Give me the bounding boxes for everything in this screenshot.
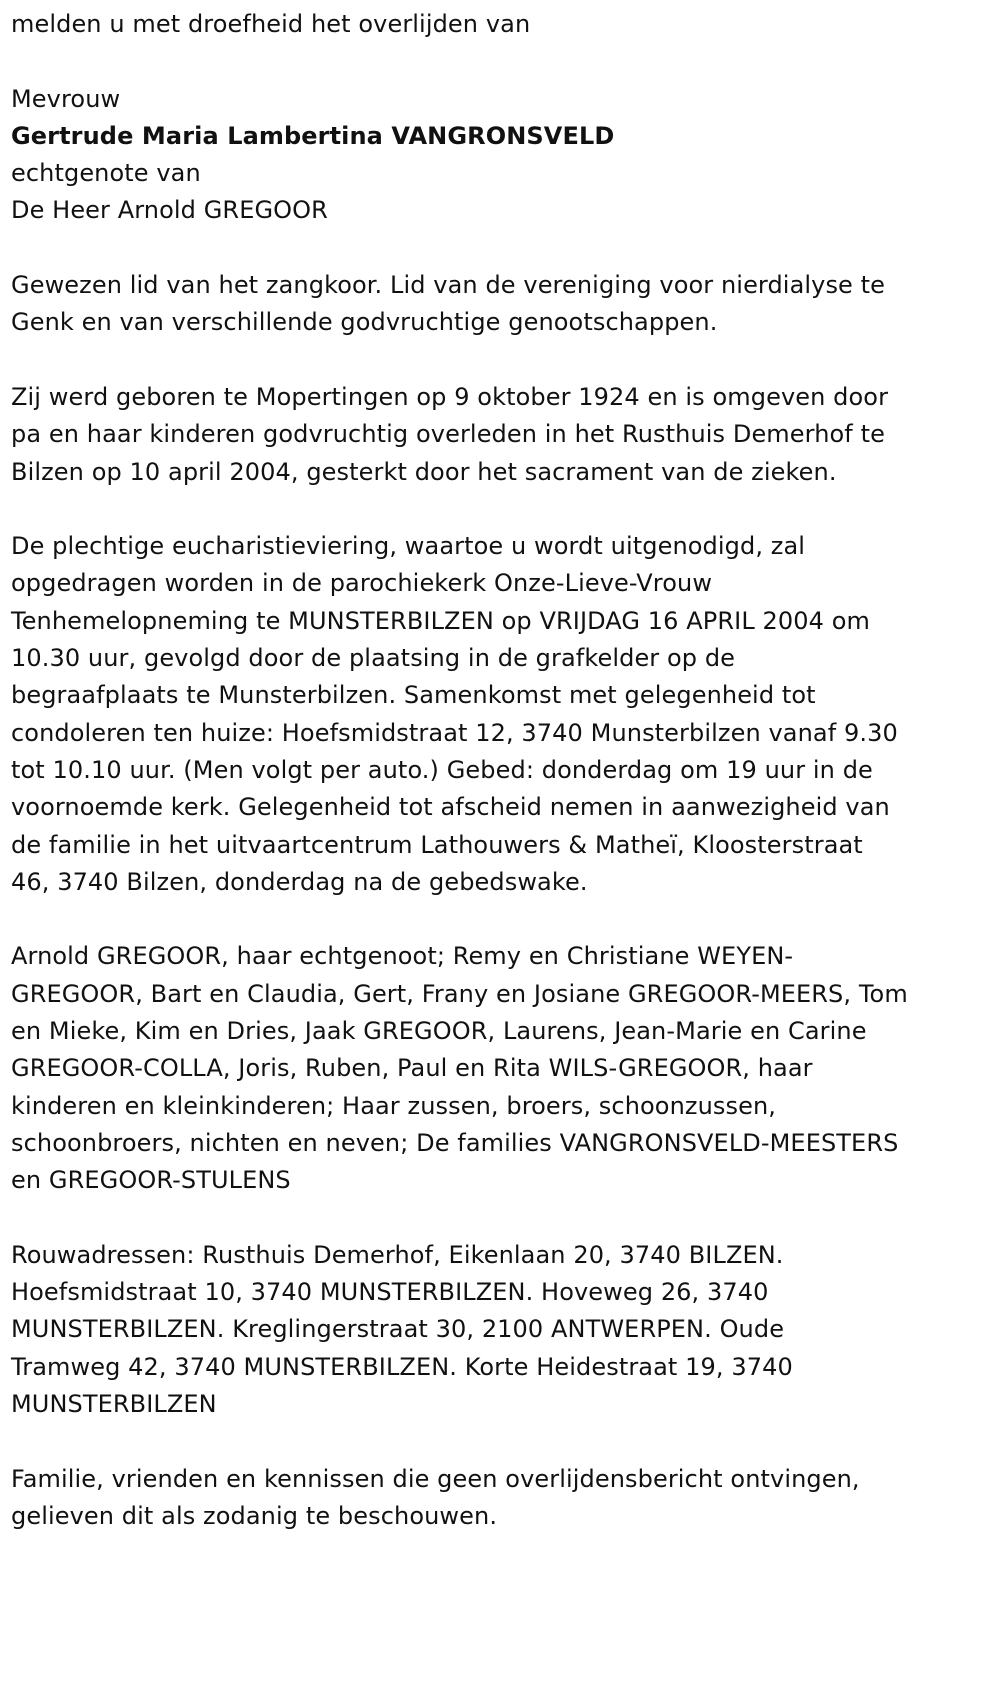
- deceased-title: Mevrouw: [11, 84, 121, 113]
- paragraph-line: tot 10.10 uur. (Men volgt per auto.) Gebed: donderdag om 19 uur in de: [11, 755, 873, 784]
- paragraph-line: Genk en van verschillende godvruchtige genootschappen.: [11, 308, 718, 337]
- paragraph-birth-death: [11, 379, 1000, 491]
- paragraph-line: Hoefsmidstraat 10, 3740 MUNSTERBILZEN. Hoveweg 26, 3740: [11, 1278, 769, 1307]
- paragraph-line: opgedragen worden in de parochiekerk Onze-Lieve-Vrouw: [11, 569, 713, 598]
- deceased-relation: echtgenote van: [11, 159, 201, 188]
- paragraph-line: Gewezen lid van het zangkoor. Lid van de vereniging voor nierdialyse te: [11, 271, 886, 300]
- paragraph-line: 46, 3740 Bilzen, donderdag na de gebedswake.: [11, 867, 588, 896]
- paragraph-line: Zij werd geboren te Mopertingen op 9 oktober 1924 en is omgeven door: [11, 382, 889, 411]
- spacer: [11, 342, 1000, 379]
- paragraph-line: de familie in het uitvaartcentrum Lathouwers & Matheï, Kloosterstraat: [11, 830, 863, 859]
- spouse-name: De Heer Arnold GREGOOR: [11, 196, 328, 225]
- paragraph-closing: [11, 1461, 1000, 1536]
- paragraph-line: Tramweg 42, 3740 MUNSTERBILZEN. Korte Heidestraat 19, 3740: [11, 1352, 793, 1381]
- paragraph-line: Arnold GREGOOR, haar echtgenoot; Remy en Christiane WEYEN-: [11, 942, 794, 971]
- paragraph-line: pa en haar kinderen godvruchtig overleden in het Rusthuis Demerhof te: [11, 420, 885, 449]
- paragraph-funeral: [11, 528, 1000, 901]
- paragraph-line: voornoemde kerk. Gelegenheid tot afscheid nemen in aanwezigheid van: [11, 793, 890, 822]
- spacer: [11, 491, 1000, 528]
- paragraph-line: schoonbroers, nichten en neven; De families VANGRONSVELD-MEESTERS: [11, 1128, 899, 1157]
- deceased-name: Gertrude Maria Lambertina VANGRONSVELD: [11, 121, 615, 150]
- intro-line: melden u met droefheid het overlijden van: [11, 10, 531, 38]
- paragraph-line: 10.30 uur, gevolgd door de plaatsing in de grafkelder op de: [11, 644, 736, 673]
- spacer: [11, 230, 1000, 267]
- paragraph-line: GREGOOR-COLLA, Joris, Ruben, Paul en Rita WILS-GREGOOR, haar: [11, 1054, 813, 1083]
- spacer: [11, 1423, 1000, 1460]
- paragraph-line: en GREGOOR-STULENS: [11, 1166, 291, 1195]
- paragraph-line: Tenhemelopneming te MUNSTERBILZEN op VRIJDAG 16 APRIL 2004 om: [11, 606, 870, 635]
- paragraph-line: condoleren ten huize: Hoefsmidstraat 12, 3740 Munsterbilzen vanaf 9.30: [11, 718, 898, 747]
- paragraph-mourning-addresses: [11, 1237, 1000, 1423]
- paragraph-line: Familie, vrienden en kennissen die geen overlijdensbericht ontvingen,: [11, 1464, 860, 1493]
- paragraph-line: Rouwadressen: Rusthuis Demerhof, Eikenlaan 20, 3740 BILZEN.: [11, 1240, 784, 1269]
- spacer: [11, 43, 1000, 80]
- paragraph-line: en Mieke, Kim en Dries, Jaak GREGOOR, Laurens, Jean-Marie en Carine: [11, 1017, 867, 1046]
- paragraph-line: kinderen en kleinkinderen; Haar zussen, broers, schoonzussen,: [11, 1091, 777, 1120]
- paragraph-line: gelieven dit als zodanig te beschouwen.: [11, 1501, 498, 1530]
- deceased-block: [11, 81, 1000, 230]
- paragraph-line: Bilzen op 10 april 2004, gesterkt door het sacrament van de zieken.: [11, 457, 837, 486]
- paragraph-line: GREGOOR, Bart en Claudia, Gert, Frany en Josiane GREGOOR-MEERS, Tom: [11, 979, 908, 1008]
- paragraph-line: De plechtige eucharistieviering, waartoe u wordt uitgenodigd, zal: [11, 532, 806, 561]
- paragraph-line: MUNSTERBILZEN: [11, 1389, 217, 1418]
- paragraph-line: begraafplaats te Munsterbilzen. Samenkomst met gelegenheid tot: [11, 681, 816, 710]
- paragraph-memberships: [11, 267, 1000, 342]
- spacer: [11, 901, 1000, 938]
- paragraph-line: MUNSTERBILZEN. Kreglingerstraat 30, 2100 ANTWERPEN. Oude: [11, 1315, 785, 1344]
- paragraph-family: [11, 938, 1000, 1199]
- spacer: [11, 1200, 1000, 1237]
